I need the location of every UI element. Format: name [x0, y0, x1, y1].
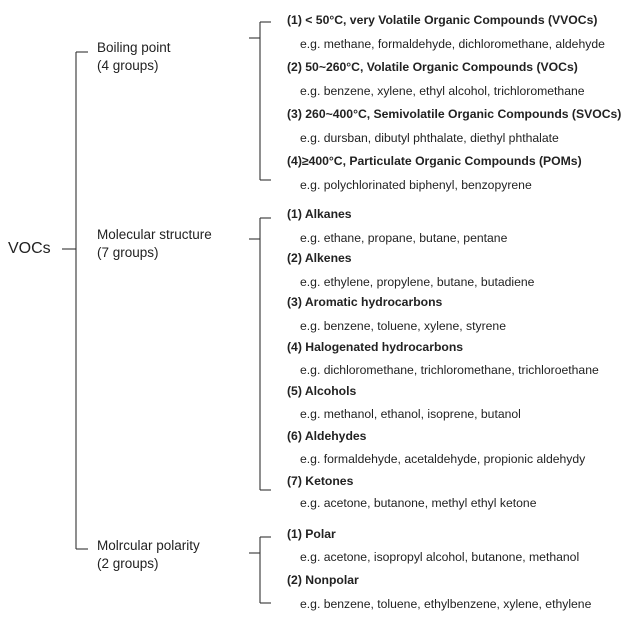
- group-example: e.g. ethane, propane, butane, pentane: [300, 231, 508, 245]
- group-label: (4) Halogenated hydrocarbons: [287, 340, 464, 354]
- category-name-boiling-point: Boiling point: [97, 40, 171, 55]
- category-name-molecular-structure: Molecular structure: [97, 227, 212, 242]
- group-example: e.g. ethylene, propylene, butane, butadiene: [300, 275, 535, 289]
- root-label: VOCs: [8, 240, 51, 257]
- group-example: e.g. benzene, toluene, ethylbenzene, xylene, ethylene: [300, 597, 592, 611]
- group-example: e.g. polychlorinated biphenyl, benzopyrene: [300, 178, 532, 192]
- group-label: (3) 260~400°C, Semivolatile Organic Compounds (SVOCs): [287, 107, 622, 121]
- group-example: e.g. acetone, butanone, methyl ethyl ketone: [300, 496, 537, 510]
- category-count-molecular-polarity: (2 groups): [97, 556, 159, 571]
- category-count-molecular-structure: (7 groups): [97, 245, 159, 260]
- group-example: e.g. dichloromethane, trichloromethane, trichloroethane: [300, 363, 599, 377]
- category-count-boiling-point: (4 groups): [97, 58, 159, 73]
- group-example: e.g. dursban, dibutyl phthalate, diethyl phthalate: [300, 131, 559, 145]
- group-label: (4)≥400°C, Particulate Organic Compounds (POMs): [287, 154, 582, 168]
- group-example: e.g. benzene, xylene, ethyl alcohol, trichloromethane: [300, 84, 585, 98]
- group-label: (2) 50~260°C, Volatile Organic Compounds (VOCs): [287, 60, 578, 74]
- group-example: e.g. methane, formaldehyde, dichloromethane, aldehyde: [300, 37, 605, 51]
- group-label: (6) Aldehydes: [287, 429, 367, 443]
- group-label: (7) Ketones: [287, 474, 354, 488]
- category-name-molecular-polarity: Molrcular polarity: [97, 538, 200, 553]
- group-label: (2) Alkenes: [287, 251, 352, 265]
- group-label: (1) Polar: [287, 527, 336, 541]
- group-label: (1) Alkanes: [287, 207, 352, 221]
- group-example: e.g. benzene, toluene, xylene, styrene: [300, 319, 506, 333]
- group-label: (5) Alcohols: [287, 384, 357, 398]
- group-label: (2) Nonpolar: [287, 573, 359, 587]
- group-example: e.g. acetone, isopropyl alcohol, butanone, methanol: [300, 550, 580, 564]
- group-example: e.g. methanol, ethanol, isoprene, butanol: [300, 407, 521, 421]
- group-example: e.g. formaldehyde, acetaldehyde, propionic aldehydy: [300, 452, 586, 466]
- group-label: (1) < 50°C, very Volatile Organic Compounds (VVOCs): [287, 13, 598, 27]
- group-label: (3) Aromatic hydrocarbons: [287, 295, 443, 309]
